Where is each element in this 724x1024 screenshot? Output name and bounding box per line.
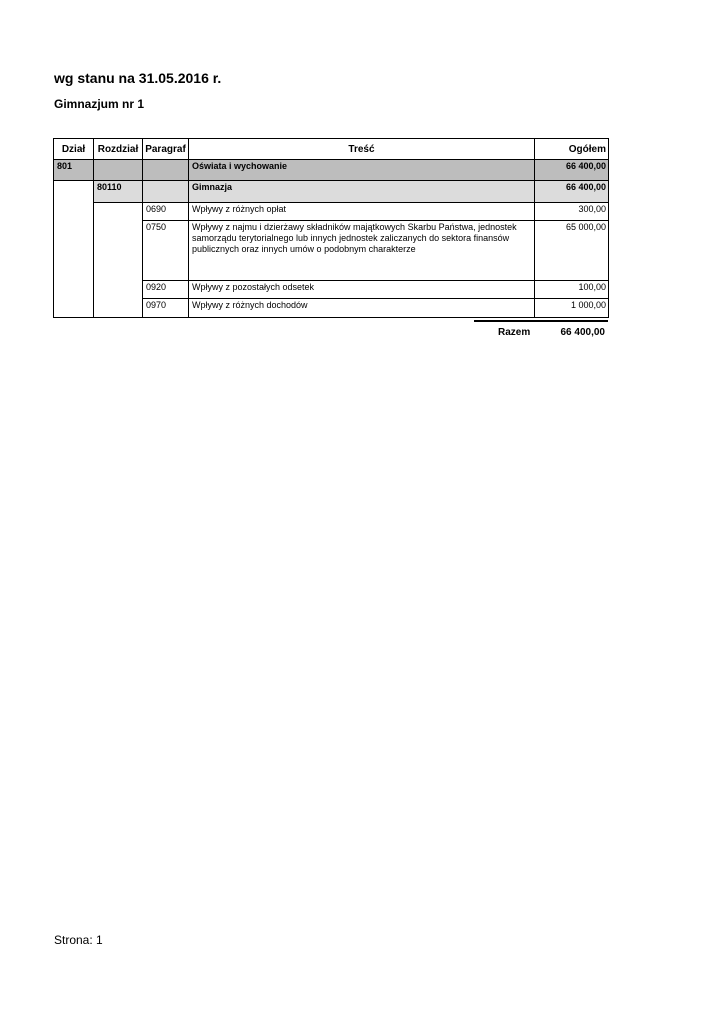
- empty-cell: [94, 281, 143, 299]
- empty-cell: [94, 203, 143, 221]
- total-value: 66 400,00: [560, 327, 605, 338]
- col-header-dzial: Dział: [54, 139, 94, 160]
- paragraf-amount: 1 000,00: [535, 299, 609, 318]
- table-row: [54, 221, 609, 281]
- dzial-name: Oświata i wychowanie: [189, 160, 535, 181]
- total-divider: [474, 320, 608, 322]
- empty-cell: [94, 160, 143, 181]
- paragraf-amount: 65 000,00: [535, 221, 609, 281]
- table-row: [54, 203, 609, 221]
- page-title: wg stanu na 31.05.2016 r.: [54, 70, 222, 86]
- paragraf-amount: 300,00: [535, 203, 609, 221]
- rozdzial-amount: 66 400,00: [535, 181, 609, 203]
- paragraf-code: 0920: [143, 281, 189, 299]
- empty-cell: [54, 281, 94, 299]
- paragraf-code: 0690: [143, 203, 189, 221]
- paragraf-description: Wpływy z różnych opłat: [189, 203, 535, 221]
- col-header-tresc: Treść: [189, 139, 535, 160]
- empty-cell: [94, 299, 143, 318]
- empty-cell: [54, 203, 94, 221]
- rozdzial-code: 80110: [94, 181, 143, 203]
- paragraf-description: Wpływy z różnych dochodów: [189, 299, 535, 318]
- page-number: Strona: 1: [54, 933, 103, 947]
- dzial-row: [54, 160, 609, 181]
- empty-cell: [54, 181, 94, 203]
- rozdzial-name: Gimnazja: [189, 181, 535, 203]
- paragraf-code: 0750: [143, 221, 189, 281]
- table-header-row: [54, 139, 609, 160]
- col-header-rozdzial: Rozdział: [94, 139, 143, 160]
- dzial-amount: 66 400,00: [535, 160, 609, 181]
- empty-cell: [54, 299, 94, 318]
- dzial-code: 801: [54, 160, 94, 181]
- rozdzial-row: [54, 181, 609, 203]
- empty-cell: [54, 221, 94, 281]
- budget-table: [53, 138, 609, 318]
- total-label: Razem: [498, 327, 531, 338]
- empty-cell: [94, 221, 143, 281]
- col-header-paragraf: Paragraf: [143, 139, 189, 160]
- table-row: [54, 281, 609, 299]
- paragraf-description: Wpływy z pozostałych odsetek: [189, 281, 535, 299]
- paragraf-code: 0970: [143, 299, 189, 318]
- table-row: [54, 299, 609, 318]
- col-header-ogolem: Ogółem: [535, 139, 609, 160]
- empty-cell: [143, 181, 189, 203]
- paragraf-amount: 100,00: [535, 281, 609, 299]
- empty-cell: [143, 160, 189, 181]
- unit-name: Gimnazjum nr 1: [54, 97, 145, 111]
- paragraf-description: Wpływy z najmu i dzierżawy składników majątkowych Skarbu Państwa, jednostek samorządu terytorialnego lub innych jednostek zaliczanych do sektora finansów publicznych oraz innych umów o podobnym charakterze: [189, 221, 535, 281]
